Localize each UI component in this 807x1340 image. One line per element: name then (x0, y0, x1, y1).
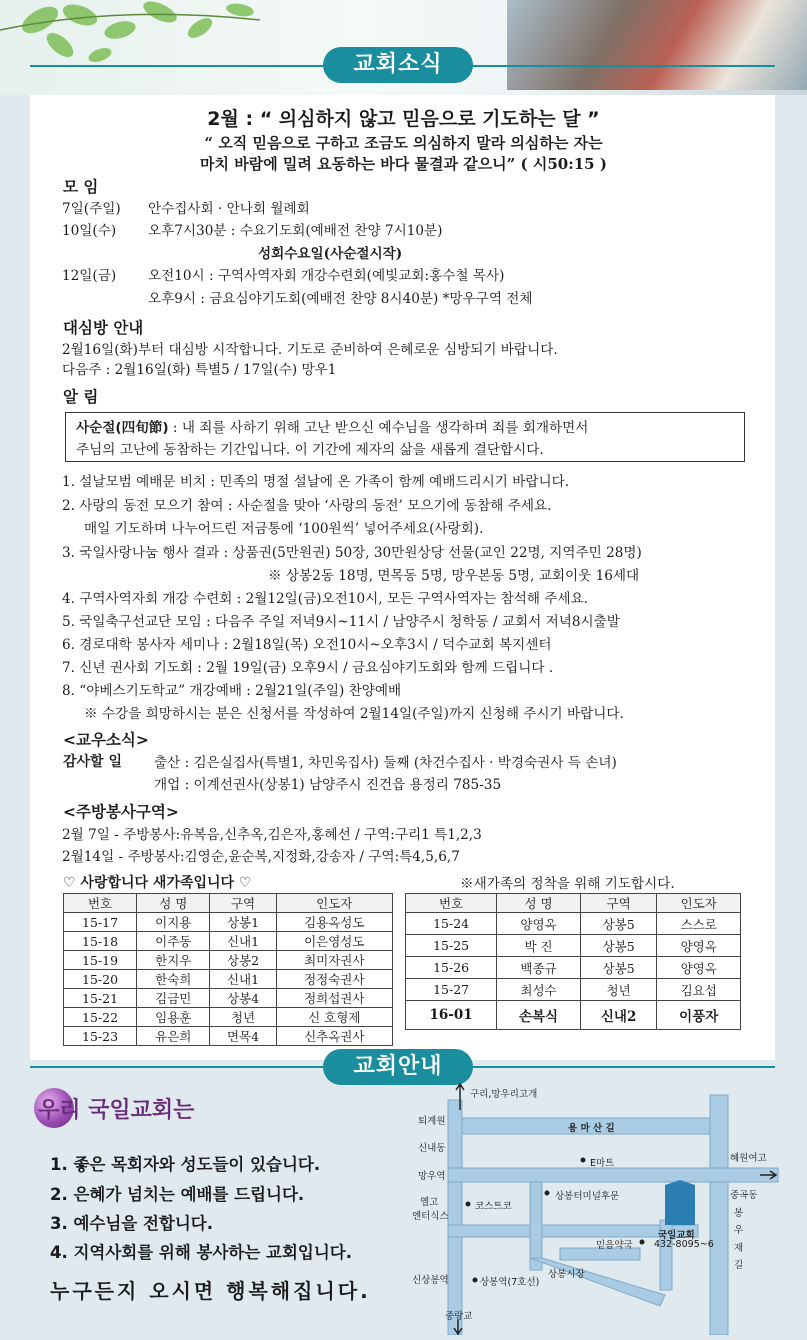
header-cell: 인도자 (276, 894, 392, 913)
cell: 15-21 (64, 989, 137, 1008)
notice-item: 6. 경로대학 봉사자 세미나 : 2월18일(목) 오전10시~오후3시 / 덕수교회 복지센터 (62, 637, 552, 653)
church-map (400, 1080, 780, 1335)
cell: 김금민 (137, 989, 210, 1008)
meeting-text: 성회수요일(사순절시작) (258, 246, 403, 262)
header-cell: 성 명 (137, 894, 210, 913)
visitation-heading: 대심방 안내 (63, 319, 144, 337)
visitation-line: 2월16일(화)부터 대심방 시작합니다. 기도로 준비하여 은혜로운 심방되기 바랍니다. (62, 342, 558, 358)
table-header-row (64, 894, 393, 913)
table-row (64, 1008, 393, 1027)
meeting-text: 오후9시 : 금요심야기도회(예배전 찬양 8시40분) *망우구역 전체 (148, 291, 533, 307)
map-roads (400, 1080, 780, 1335)
table-row (406, 935, 741, 957)
map-label: 망우역 (418, 1171, 446, 1182)
map-label: 용 마 산 길 (568, 1123, 615, 1134)
cell: 임용훈 (137, 1008, 210, 1027)
cell: 상봉5 (580, 913, 657, 935)
cell: 15-26 (406, 957, 497, 979)
map-label: 구리,망우리고개 (470, 1089, 538, 1100)
notice-item: ※ 상봉2동 18명, 면목동 5명, 망우본동 5명, 교회이웃 16세대 (268, 568, 640, 584)
cell: 신내1 (210, 970, 276, 989)
visitation-line: 다음주 : 2월16일(화) 특별5 / 17일(수) 망우1 (62, 362, 337, 378)
verse-line: 마치 바람에 밀려 요동하는 바다 물결과 같으니” ( 시50:15 ) (200, 155, 607, 173)
table-row (64, 970, 393, 989)
table-row (64, 989, 393, 1008)
choir-photo (507, 0, 807, 90)
lent-label: 사순절(四旬節) (76, 420, 169, 436)
church-point: 4. 지역사회를 위해 봉사하는 교회입니다. (50, 1243, 353, 1262)
leaves-illustration (0, 0, 330, 95)
meeting-date: 12일(금) (62, 268, 117, 284)
kitchen-heading: <주방봉사구역> (63, 803, 179, 821)
map-label: 봉 (734, 1208, 744, 1219)
notice-item: 7. 신년 권사회 기도회 : 2월 19일(금) 오후9시 / 금요심야기도회와 함께 드립니다 . (62, 660, 554, 676)
cell: 청년 (580, 979, 657, 1001)
cell: 이지용 (137, 913, 210, 932)
notice-item: 3. 국일사랑나눔 행사 결과 : 상품권(5만원권) 50장, 30만원상당 선물(교인 22명, 지역주민 28명) (62, 545, 642, 561)
header-cell: 구역 (210, 894, 276, 913)
cell: 15-23 (64, 1027, 137, 1046)
map-label: 코스트코 (475, 1201, 512, 1212)
cell: 스스로 (657, 913, 741, 935)
newcomers-note: ※새가족의 정착을 위해 기도합시다. (460, 876, 675, 892)
notice-item: 5. 국일축구선교단 모임 : 다음주 주일 저녁9시~11시 / 남양주시 청학동 / 교회서 저녁8시출발 (62, 614, 620, 630)
cell: 면목4 (210, 1027, 276, 1046)
cell: 이풍자 (657, 1001, 741, 1030)
cell: 신내1 (210, 932, 276, 951)
notice-item: 1. 설날모범 예배문 비치 : 민족의 명절 설날에 온 가족이 함께 예배드리시기 바랍니다. (62, 474, 570, 490)
cell: 신내2 (580, 1001, 657, 1030)
church-point: 3. 예수님을 전합니다. (50, 1214, 214, 1233)
cell: 이은영성도 (276, 932, 392, 951)
cell: 김용옥성도 (276, 913, 392, 932)
table-row (406, 1001, 741, 1030)
cell: 유은희 (137, 1027, 210, 1046)
map-label: 신내동 (418, 1143, 446, 1154)
lent-notice-box (65, 412, 745, 462)
map-label: 상봉시장 (548, 1269, 585, 1280)
table-row (406, 979, 741, 1001)
section-banner-church: 교회안내 (323, 1049, 473, 1085)
thanks-label: 감사할 일 (63, 754, 122, 770)
scripture-verse (0, 133, 807, 175)
cell: 16-01 (406, 1001, 497, 1030)
cell: 15-17 (64, 913, 137, 932)
meeting-text: 오후7시30분 : 수요기도회(예배전 찬양 7시10분) (148, 223, 443, 239)
kitchen-row: 2월14일 - 주방봉사:김영순,윤순복,지정화,강송자 / 구역:특4,5,6,7 (62, 849, 460, 865)
map-label: 상봉터미널후문 (555, 1191, 620, 1202)
table-row (64, 932, 393, 951)
map-label: 퇴계원 (418, 1116, 446, 1127)
newcomers-table-left (63, 893, 393, 1046)
cell: 박 진 (497, 935, 581, 957)
map-label: 상봉역(7호선) (480, 1277, 540, 1288)
notice-item: 8. “야베스기도학교” 개강예배 : 2월21일(주일) 찬양예배 (62, 683, 402, 699)
cell: 신 호형제 (276, 1008, 392, 1027)
members-news-line: 개업 : 이계선권사(상봉1) 남양주시 진건읍 용정리 785-35 (154, 777, 502, 793)
cell: 15-22 (64, 1008, 137, 1027)
notices-heading: 알 림 (63, 388, 99, 406)
cell: 김요섭 (657, 979, 741, 1001)
members-news-heading: <교우소식> (63, 731, 149, 749)
verse-line: “ 오직 믿음으로 구하고 조금도 의심하지 말라 의심하는 자는 (204, 134, 603, 152)
cell: 최성수 (497, 979, 581, 1001)
table-row (406, 913, 741, 935)
cell: 상봉1 (210, 913, 276, 932)
newcomers-table-right (405, 893, 741, 1030)
cell: 15-20 (64, 970, 137, 989)
church-point: 2. 은혜가 넘치는 예배를 드립니다. (50, 1185, 305, 1204)
table-row (64, 913, 393, 932)
cell: 15-27 (406, 979, 497, 1001)
map-label: 재 (734, 1243, 744, 1254)
kitchen-row: 2월 7일 - 주방봉사:유복음,신추옥,김은자,홍혜선 / 구역:구리1 특1,2,3 (62, 827, 482, 843)
notice-item: 2. 사랑의 동전 모으기 참여 : 사순절을 맞아 ‘사랑의 동전’ 모으기에 동참해 주세요. (62, 498, 552, 514)
cell: 최미자권사 (276, 951, 392, 970)
cell: 양영옥 (657, 957, 741, 979)
meeting-text: 오전10시 : 구역사역자회 개강수련회(예빛교회:홍수철 목사) (148, 268, 505, 284)
map-label: 국일교회 (658, 1230, 695, 1241)
map-label: 중곡동 (730, 1190, 758, 1201)
cell: 이주동 (137, 932, 210, 951)
cell: 상봉5 (580, 935, 657, 957)
cell: 신추옥권사 (276, 1027, 392, 1046)
header-cell: 번호 (406, 894, 497, 913)
header-cell: 성 명 (497, 894, 581, 913)
map-label: E마트 (590, 1158, 615, 1169)
members-news-line: 출산 : 김은실집사(특별1, 차민욱집사) 둘째 (차건수집사 · 박경숙권사 득 손녀) (154, 755, 617, 771)
meeting-date: 10일(수) (62, 223, 117, 239)
cell: 양영옥 (497, 913, 581, 935)
section-banner-news: 교회소식 (323, 47, 473, 83)
map-label: 엔터식스 (412, 1211, 449, 1222)
month-theme-title: 2월 : “ 의심하지 않고 믿음으로 기도하는 달 ” (207, 108, 600, 130)
cell: 상봉5 (580, 957, 657, 979)
map-label: 길 (734, 1260, 744, 1271)
cell: 15-24 (406, 913, 497, 935)
cell: 상봉2 (210, 951, 276, 970)
lent-text: : 내 죄를 사하기 위해 고난 받으신 예수님을 생각하며 죄를 회개하면서 (168, 420, 589, 436)
church-intro-title: 우리 국일교회는 (38, 1098, 195, 1123)
header-cell: 구역 (580, 894, 657, 913)
meeting-text: 안수집사회 · 안나회 월례회 (148, 201, 310, 217)
cell: 한숙희 (137, 970, 210, 989)
cell: 정정숙권사 (276, 970, 392, 989)
cell: 청년 (210, 1008, 276, 1027)
map-label: 혜원여고 (730, 1153, 767, 1164)
newcomers-heading: ♡ 사랑합니다 새가족입니다 ♡ (63, 875, 252, 891)
map-label: 432-8095~6 (654, 1239, 714, 1250)
cell: 백종규 (497, 957, 581, 979)
notice-item: 매일 기도하며 나누어드린 저금통에 ‘100원씩’ 넣어주세요(사랑회). (84, 521, 484, 537)
cell: 손복식 (497, 1001, 581, 1030)
cell: 15-19 (64, 951, 137, 970)
table-header-row (406, 894, 741, 913)
table-row (64, 1027, 393, 1046)
church-point: 1. 좋은 목회자와 성도들이 있습니다. (50, 1155, 321, 1174)
lent-line (76, 416, 588, 436)
church-slogan: 누구든지 오시면 행복해집니다. (50, 1279, 371, 1303)
cell: 정희섭권사 (276, 989, 392, 1008)
lent-line: 주님의 고난에 동참하는 기간입니다. 이 기간에 제자의 삶을 새롭게 결단합시다. (76, 442, 544, 458)
table-row (64, 951, 393, 970)
cell: 15-25 (406, 935, 497, 957)
map-label: 믿음약국 (596, 1240, 633, 1251)
cell: 상봉4 (210, 989, 276, 1008)
cell: 양영옥 (657, 935, 741, 957)
table-row (406, 957, 741, 979)
header-cell: 번호 (64, 894, 137, 913)
map-label: 우 (734, 1225, 744, 1236)
map-label: 신상봉역 (412, 1275, 449, 1286)
map-label: 중랑교 (445, 1311, 473, 1322)
notice-item: ※ 수강을 희망하시는 분은 신청서를 작성하여 2월14일(주일)까지 신청해 주시기 바랍니다. (84, 706, 624, 722)
header-cell: 인도자 (657, 894, 741, 913)
notice-item: 4. 구역사역자회 개강 수련회 : 2월12일(금)오전10시, 모든 구역사역자는 참석해 주세요. (62, 591, 589, 607)
cell: 15-18 (64, 932, 137, 951)
meeting-date: 7일(주일) (62, 201, 121, 217)
cell: 한지우 (137, 951, 210, 970)
meetings-heading: 모 임 (63, 178, 99, 196)
map-label: 옐고 (420, 1197, 439, 1208)
